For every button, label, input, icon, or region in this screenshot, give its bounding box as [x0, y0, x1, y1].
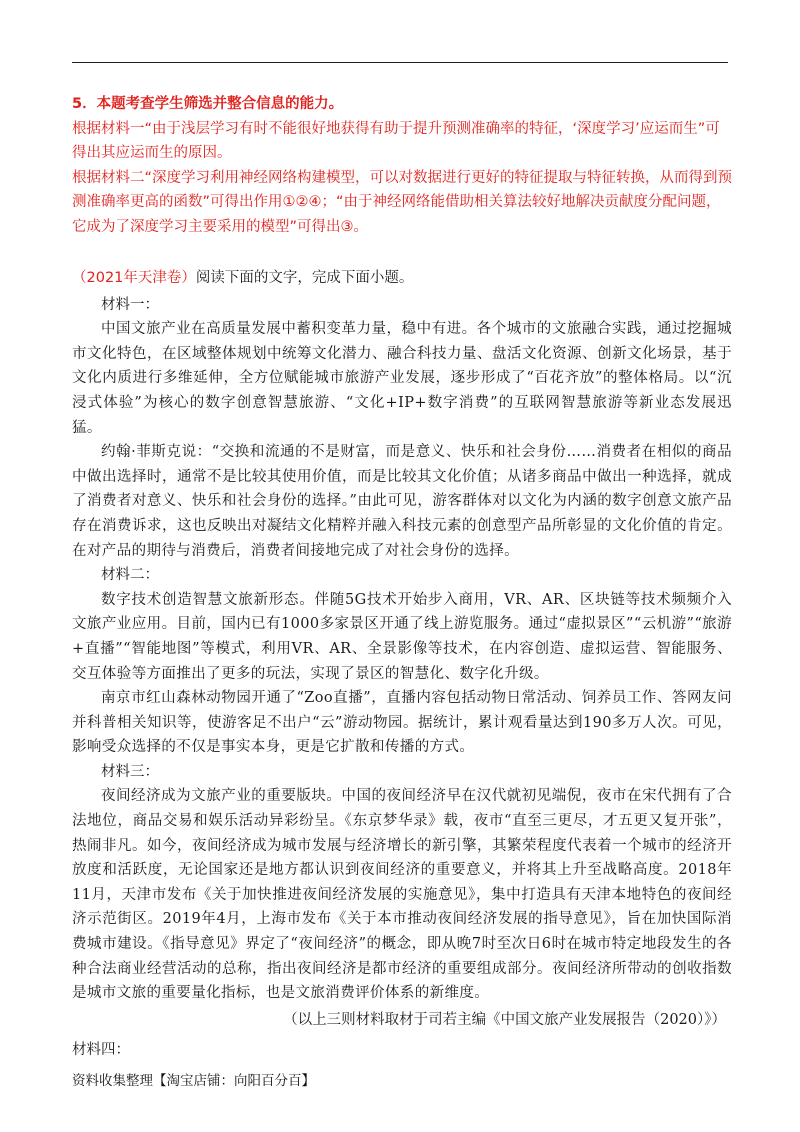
material-1-paragraph-2: 约翰·菲斯克说：“交换和流通的不是财富，而是意义、快乐和社会身份……消费者在相似的商品中做出选择时，通常不是比较其使用价值，而是比较其文化价值；从诸多商品中做出一种选择，就成了消费者对意义、快乐和社会身份的选择。”由此可见，游客群体对以文化为内涵的数字创意文旅产品存在消费诉求，这也反映出对凝结文化精粹并融入科技元素的创意型产品所彰显的文化价值的肯定。在对产品的期待与消费后，消费者间接地完成了对社会身份的选择。 — [72, 444, 732, 559]
reading-passage — [72, 266, 732, 1063]
question-instruction: 阅读下面的文字，完成下面小题。 — [195, 270, 414, 286]
top-rule — [72, 62, 728, 63]
page-footer: 资料收集整理【淘宝店铺：向阳百分百】 — [72, 1073, 315, 1089]
material-1-paragraph-1: 中国文旅产业在高质量发展中蓄积变革力量，稳中有进。各个城市的文旅融合实践，通过挖掘城市文化特色，在区域整体规划中统筹文化潜力、融合科技力量、盘活文化资源、创新文化场景，基于文化内质进行多维延伸，全方位赋能城市旅游产业发展，逐步形成了“百花齐放”的整体格局。以“沉浸式体验”为核心的数字创意智慧旅游、“文化+IP+数字消费”的互联网智慧旅游等新业态发展迅猛。 — [72, 321, 732, 436]
material-2-label: 材料二： — [101, 567, 159, 584]
answer-paragraph-2: 根据材料二“深度学习利用神经网络构建模型，可以对数据进行更好的特征提取与特征转换，从而得到预测准确率更高的函数”可得出作用①②④；“由于神经网络能借助相关算法较好地解决贡献度分配问题，它成为了深度学习主要采用的模型”可得出③。 — [72, 169, 733, 235]
material-2-paragraph-2: 南京市红山森林动物园开通了“Zoo直播”，直播内容包括动物日常活动、饲养员工作、答网友问并科普相关知识等，使游客足不出户“云”游动物园。据统计，累计观看量达到190多万人次。可见，影响受众选择的不仅是事实本身，更是它扩散和传播的方式。 — [72, 690, 732, 756]
material-2-paragraph-1: 数字技术创造智慧文旅新形态。伴随5G技术开始步入商用，VR、AR、区块链等技术频频介入文旅产业应用。目前，国内已有1000多家景区开通了线上游览服务。通过“虚拟景区”“云机游”“旅游+直播”“智能地图”等模式，利用VR、AR、全景影像等技术，在内容创造、虚拟运营、智能服务、交互体验等方面推出了更多的玩法，实现了景区的智慧化、数字化升级。 — [72, 591, 732, 682]
answer-title: 5．本题考查学生筛选并整合信息的能力。 — [72, 96, 344, 112]
material-4-label: 材料四： — [72, 1042, 130, 1059]
answer-paragraph-1: 根据材料一“由于浅层学习有时不能很好地获得有助于提升预测准确率的特征，‘深度学习’应运而生”可得出其应运而生的原因。 — [72, 120, 720, 162]
material-credit: （以上三则材料取材于司若主编《中国文旅产业发展报告（2020）》） — [283, 1011, 726, 1028]
material-1-label: 材料一： — [101, 296, 159, 313]
question-heading — [72, 266, 732, 291]
material-3-paragraph-1: 夜间经济成为文旅产业的重要版块。中国的夜间经济早在汉代就初见端倪，夜市在宋代拥有了合法地位，商品交易和娱乐活动异彩纷呈。《东京梦华录》载，夜市“直至三更尽，才五更又复开张”，热闹非凡。如今，夜间经济成为城市发展与经济增长的新引擎，其繁荣程度代表着一个城市的经济开放度和活跃度，无论国家还是地方都认识到夜间经济的重要意义，并将其上升至战略高度。2018年11月，天津市发布《关于加快推进夜间经济发展的实施意见》，集中打造具有天津本地特色的夜间经济示范街区。2019年4月，上海市发布《关于本市推动夜间经济发展的指导意见》，旨在加快国际消费城市建设。《指导意见》界定了“夜间经济”的概念，即从晚7时至次日6时在城市特定地段发生的各种合法商业经营活动的总称，指出夜间经济是都市经济的重要组成部分。夜间经济所带动的创收指数是城市文旅的重要量化指标，也是文旅消费评价体系的新维度。 — [72, 788, 732, 1002]
exam-source: （2021年天津卷） — [72, 270, 196, 286]
material-3-label: 材料三： — [101, 763, 159, 780]
answer-explanation — [72, 92, 732, 240]
